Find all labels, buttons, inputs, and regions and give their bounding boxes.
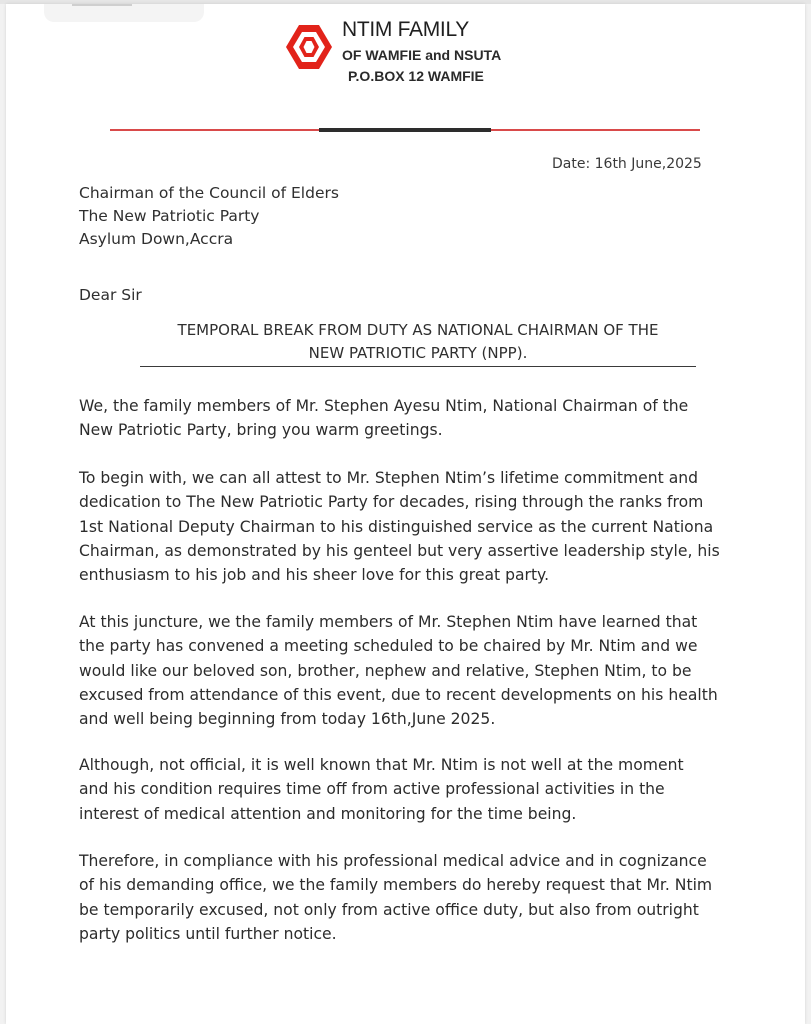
addressee-line: Chairman of the Council of Elders <box>79 184 339 202</box>
letterhead <box>284 18 544 94</box>
family-subtitle: OF WAMFIE and NSUTA <box>342 47 502 63</box>
paragraph-line: We, the family members of Mr. Stephen Ayesu Ntim, National Chairman of the <box>79 397 689 415</box>
subject-line: NEW PATRIOTIC PARTY (NPP). <box>308 344 528 362</box>
paragraph-line: 1st National Deputy Chairman to his distinguished service as the current Nationa <box>79 517 714 536</box>
addressee-line: The New Patriotic Party <box>79 207 260 225</box>
subject-line: TEMPORAL BREAK FROM DUTY AS NATIONAL CHAIRMAN OF THE <box>177 321 659 339</box>
paragraph-line: dedication to The New Patriotic Party for decades, rising through the ranks from <box>79 493 704 512</box>
paragraph-line: Although, not official, it is well known that Mr. Ntim is not well at the moment <box>79 756 684 774</box>
paragraph-line: would like our beloved son, brother, nephew and relative, Stephen Ntim, to be <box>79 661 692 680</box>
paragraph-line: To begin with, we can all attest to Mr. Stephen Ntim’s lifetime commitment and <box>79 469 699 487</box>
body-paragraph-5 <box>79 849 779 946</box>
po-box: P.O.BOX 12 WAMFIE <box>348 68 484 84</box>
hexagon-logo-icon <box>284 22 334 72</box>
subject-heading <box>140 319 696 365</box>
subject-underline <box>140 366 696 367</box>
paragraph-line: Chairman, as demonstrated by his genteel but very assertive leadership style, his <box>79 541 720 560</box>
family-name: NTIM FAMILY <box>342 18 469 41</box>
paragraph-line: interest of medical attention and monitoring for the time being. <box>79 804 577 823</box>
paragraph-line: of his demanding office, we the family members do hereby request that Mr. Ntim <box>79 876 713 895</box>
salutation: Dear Sir <box>79 286 142 304</box>
body-paragraph-3 <box>79 610 779 731</box>
paragraph-line: be temporarily excused, not only from active office duty, but also from outright <box>79 900 699 919</box>
addressee-line: Asylum Down,Accra <box>79 230 234 248</box>
body-paragraph-2 <box>79 466 779 587</box>
corner-tab <box>44 4 204 22</box>
paragraph-line: excused from attendance of this event, due to recent developments on his health <box>79 685 718 704</box>
paragraph-line: At this juncture, we the family members of Mr. Stephen Ntim have learned that <box>79 613 698 631</box>
paragraph-line: Therefore, in compliance with his professional medical advice and in cognizance <box>79 852 707 870</box>
paragraph-line: New Patriotic Party, bring you warm greetings. <box>79 421 443 440</box>
letter-page <box>6 4 805 1024</box>
letter-date: Date: 16th June,2025 <box>552 156 702 172</box>
paragraph-line: and well being beginning from today 16th,June 2025. <box>79 710 496 729</box>
paragraph-line: and his condition requires time off from active professional activities in the <box>79 780 665 799</box>
body-paragraph-4 <box>79 753 779 826</box>
paragraph-line: the party has convened a meeting scheduled to be chaired by Mr. Ntim and we <box>79 637 698 656</box>
body-paragraph-1 <box>79 394 779 443</box>
paragraph-line: party politics until further notice. <box>79 924 337 943</box>
paragraph-line: enthusiasm to his job and his sheer love for this great party. <box>79 566 550 585</box>
header-rule-dark <box>319 128 491 132</box>
addressee-block <box>79 182 339 251</box>
